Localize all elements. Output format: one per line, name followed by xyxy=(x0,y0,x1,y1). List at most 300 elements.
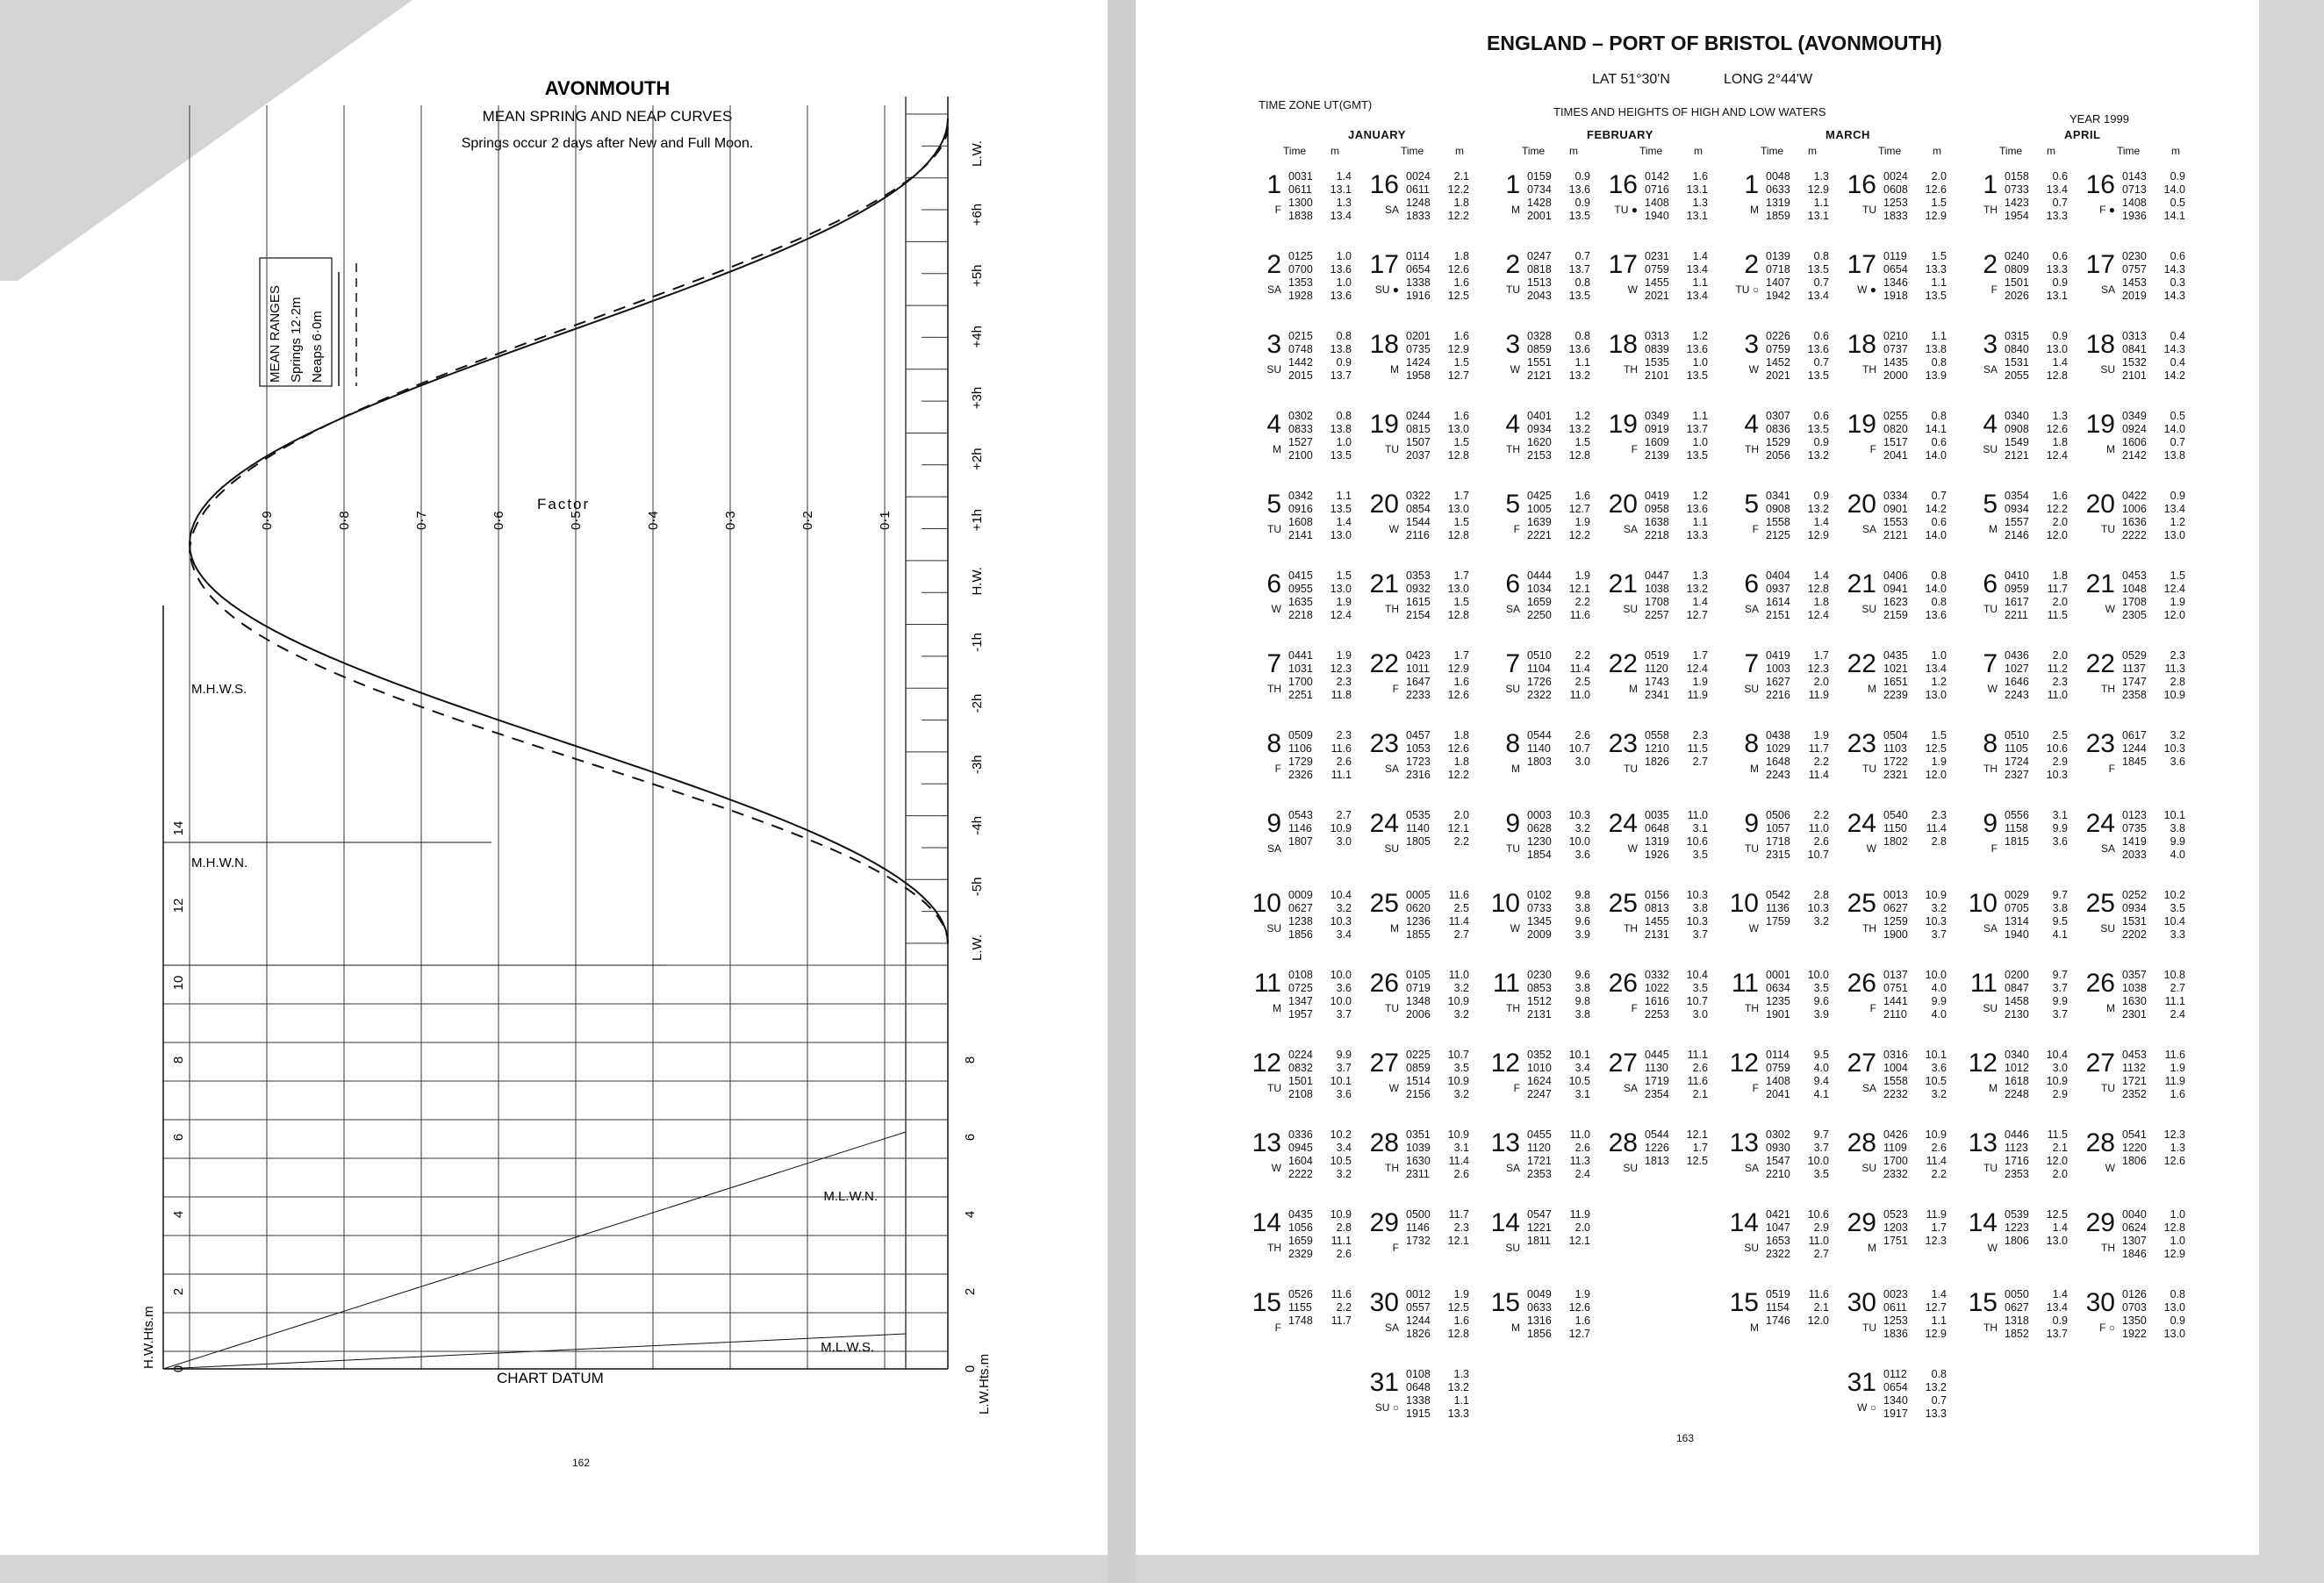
tide-height: 1.5 xyxy=(1453,356,1469,369)
day-number: 20 xyxy=(1847,490,1876,519)
tide-entry xyxy=(1883,250,1947,263)
tide-entry xyxy=(1645,835,1708,849)
hour-tick-label: +6h xyxy=(970,203,985,226)
tide-time: 2156 xyxy=(1406,1088,1431,1100)
tidal-curve-diagram xyxy=(0,0,1108,1555)
tide-height: 1.9 xyxy=(1813,729,1829,741)
tide-height: 2.4 xyxy=(1574,1168,1590,1180)
tide-time: 0419 xyxy=(1766,649,1790,662)
tide-entry xyxy=(1527,170,1590,183)
tide-height: 0.8 xyxy=(1336,330,1352,342)
tide-height: 10.3 xyxy=(1925,915,1947,928)
tide-day xyxy=(1847,248,1962,326)
day-number: 14 xyxy=(1729,1208,1759,1237)
tide-height: 14.3 xyxy=(2163,290,2185,302)
tide-time: 1746 xyxy=(1766,1314,1790,1327)
weekday: F xyxy=(1513,523,1520,535)
tide-height: 2.7 xyxy=(1813,1248,1829,1260)
tide-entry xyxy=(2122,343,2185,356)
tide-entry xyxy=(2122,1075,2185,1088)
tide-time: 0759 xyxy=(1766,343,1790,355)
tide-time: 0231 xyxy=(1645,250,1669,262)
tide-time: 0719 xyxy=(1406,982,1431,994)
tide-height: 3.2 xyxy=(1574,822,1590,834)
tide-entry xyxy=(1883,609,1947,622)
tide-time: 2131 xyxy=(1527,1008,1552,1021)
tide-height: 0.8 xyxy=(2170,1288,2185,1300)
tide-height: 1.0 xyxy=(2170,1208,2185,1221)
tide-time: 1507 xyxy=(1406,436,1431,448)
tide-entry xyxy=(1883,1168,1947,1181)
tide-entry xyxy=(2005,982,2068,995)
tide-entry xyxy=(2122,1314,2185,1328)
weekday: TH xyxy=(1983,763,1998,775)
tide-entry xyxy=(1288,928,1352,942)
tide-height: 1.6 xyxy=(1574,490,1590,502)
tide-height: 2.3 xyxy=(1931,809,1947,821)
tide-height: 0.8 xyxy=(1931,410,1947,422)
tide-entry xyxy=(1406,995,1469,1008)
tide-height: 1.6 xyxy=(1453,276,1469,289)
tide-time: 1845 xyxy=(2122,756,2147,768)
tide-height: 2.0 xyxy=(2052,649,2068,662)
weekday: W xyxy=(1510,363,1520,376)
tide-entry xyxy=(2122,756,2185,769)
tide-entry xyxy=(2005,742,2068,756)
mhws-label: M.H.W.S. xyxy=(191,682,247,697)
tide-entry xyxy=(2005,330,2068,343)
tide-height: 10.9 xyxy=(1330,1208,1352,1221)
tide-height: 12.9 xyxy=(2163,1248,2185,1260)
tide-day xyxy=(1369,1047,1485,1124)
tide-height: 13.2 xyxy=(1568,423,1590,435)
tide-time: 0759 xyxy=(1766,1062,1790,1074)
tide-entry xyxy=(1645,503,1708,516)
tide-height: 11.9 xyxy=(1926,1208,1947,1221)
tide-time: 1012 xyxy=(2005,1062,2029,1074)
tide-time: 1123 xyxy=(2005,1142,2028,1154)
tide-height: 11.4 xyxy=(1926,1155,1947,1167)
tide-height: 2.0 xyxy=(1813,676,1829,688)
weekday: M xyxy=(1989,523,1998,535)
tide-entry xyxy=(2005,1155,2068,1168)
tide-time: 0112 xyxy=(1883,1368,1907,1380)
tide-height: 3.5 xyxy=(1813,982,1829,994)
tide-time: 0526 xyxy=(1288,1288,1313,1300)
day-number: 25 xyxy=(1369,889,1399,918)
tide-entry xyxy=(1406,596,1469,609)
tide-height: 1.0 xyxy=(1692,356,1708,369)
tide-entry xyxy=(1766,729,1829,742)
tide-height: 12.4 xyxy=(1686,663,1708,675)
weekday: F xyxy=(1274,204,1281,216)
tide-day xyxy=(1968,887,2084,964)
tide-time: 1005 xyxy=(1527,503,1552,515)
weekday: M xyxy=(1989,1082,1998,1094)
tide-time: 1031 xyxy=(1288,663,1313,675)
tide-time: 1604 xyxy=(1288,1155,1313,1167)
tide-entry xyxy=(1645,849,1708,862)
tide-time: 2101 xyxy=(1645,369,1669,382)
tide-entry xyxy=(1406,769,1469,782)
day-number: 7 xyxy=(1266,649,1281,678)
tide-height: 3.8 xyxy=(2052,902,2068,914)
tide-time: 0510 xyxy=(1527,649,1552,662)
tide-height: 1.5 xyxy=(1336,569,1352,582)
tide-height: 3.5 xyxy=(1813,1168,1829,1180)
column-header: Time xyxy=(1283,145,1307,157)
tide-entry xyxy=(1527,676,1590,689)
tide-height: 14.1 xyxy=(2163,210,2185,222)
tide-time: 1236 xyxy=(1406,915,1431,928)
tide-time: 1547 xyxy=(1766,1155,1790,1167)
tide-height: 11.5 xyxy=(1687,742,1708,755)
tide-entry xyxy=(1883,263,1947,276)
tide-time: 0617 xyxy=(2122,729,2147,741)
tide-day xyxy=(1729,807,1845,885)
factor-tick-label: 0·2 xyxy=(800,511,815,530)
tide-time: 0334 xyxy=(1883,490,1908,502)
tide-time: 1719 xyxy=(1645,1075,1669,1087)
tide-height: 3.6 xyxy=(2170,756,2185,768)
tide-height: 10.0 xyxy=(1807,969,1829,981)
tide-day xyxy=(1369,168,1485,246)
weekday: SA xyxy=(1384,763,1399,775)
lw-axis-label: L.W.Hts.m xyxy=(977,1353,992,1415)
tide-entry xyxy=(1766,410,1829,423)
day-number: 8 xyxy=(1505,729,1520,758)
tide-time: 2221 xyxy=(1527,529,1552,541)
tide-entry xyxy=(2005,915,2068,928)
tide-entry xyxy=(1527,1088,1590,1101)
tide-entry xyxy=(1645,663,1708,676)
day-number: 17 xyxy=(1369,250,1399,279)
factor-tick-label: 0·7 xyxy=(414,511,429,530)
tide-time: 1915 xyxy=(1406,1408,1431,1420)
tide-time: 2341 xyxy=(1645,689,1669,701)
tide-height: 3.2 xyxy=(1453,982,1469,994)
tide-time: 0959 xyxy=(2005,583,2029,595)
tide-entry xyxy=(1527,1221,1590,1235)
tide-entry xyxy=(2122,1049,2185,1062)
tide-height: 9.5 xyxy=(1813,1049,1829,1061)
tide-height: 13.0 xyxy=(1330,529,1352,541)
tide-entry xyxy=(1288,1142,1352,1155)
tide-height: 11.6 xyxy=(1569,609,1590,621)
tide-height: 9.9 xyxy=(2052,822,2068,834)
tide-entry xyxy=(2005,1008,2068,1021)
day-number: 11 xyxy=(1969,969,1998,998)
tide-height: 10.2 xyxy=(2163,889,2185,901)
tide-time: 0040 xyxy=(2122,1208,2147,1221)
page-number-162: 162 xyxy=(572,1457,591,1469)
tide-time: 1453 xyxy=(2122,276,2147,289)
tide-entry xyxy=(1645,356,1708,369)
tide-time: 0735 xyxy=(1406,343,1431,355)
tide-time: 0556 xyxy=(2005,809,2029,821)
weekday: SA xyxy=(1623,523,1638,535)
tide-height: 11.3 xyxy=(1569,1155,1590,1167)
tide-day xyxy=(1608,1127,1724,1204)
weekday: F xyxy=(2108,763,2115,775)
tide-entry xyxy=(2122,170,2185,183)
tide-entry xyxy=(1766,676,1829,689)
tide-entry xyxy=(1288,1235,1352,1248)
tide-time: 0438 xyxy=(1766,729,1790,741)
tide-time: 1724 xyxy=(2005,756,2029,768)
tide-time: 0833 xyxy=(1288,423,1313,435)
weekday: SU xyxy=(1266,363,1281,376)
tide-time: 1340 xyxy=(1883,1394,1908,1407)
tide-height: 11.1 xyxy=(1331,769,1352,781)
tide-height: 10.3 xyxy=(2163,742,2185,755)
tide-entry xyxy=(1527,609,1590,622)
tide-entry xyxy=(1527,1208,1590,1221)
tide-time: 0201 xyxy=(1406,330,1431,342)
tide-time: 1630 xyxy=(2122,995,2147,1007)
tide-time: 2218 xyxy=(1645,529,1669,541)
day-number: 2 xyxy=(1266,250,1281,279)
tide-day xyxy=(1490,328,1606,405)
tide-height: 13.6 xyxy=(1330,290,1352,302)
tide-time: 1651 xyxy=(1883,676,1908,688)
tide-entry xyxy=(2122,490,2185,503)
tide-entry xyxy=(1527,689,1590,702)
tide-time: 2311 xyxy=(1406,1168,1430,1180)
tide-height: 3.0 xyxy=(2052,1062,2068,1074)
tide-time: 0839 xyxy=(1645,343,1669,355)
tide-height: 1.7 xyxy=(1931,1221,1947,1234)
tide-entry xyxy=(1766,663,1829,676)
tide-height: 3.2 xyxy=(1453,1088,1469,1100)
tide-day xyxy=(1729,1286,1845,1364)
tide-entry xyxy=(1645,928,1708,942)
tide-time: 1721 xyxy=(1527,1155,1552,1167)
tide-height: 1.9 xyxy=(1574,516,1590,528)
tide-day xyxy=(1847,1366,1962,1443)
tide-time: 0123 xyxy=(2122,809,2147,821)
tide-time: 1338 xyxy=(1406,276,1431,289)
day-number: 24 xyxy=(2085,809,2115,838)
tide-height: 12.9 xyxy=(1925,210,1947,222)
tide-day xyxy=(2085,488,2201,565)
hw-height-tick: 12 xyxy=(171,898,186,913)
tide-height: 3.9 xyxy=(1813,1008,1829,1021)
tide-time: 2315 xyxy=(1766,849,1790,861)
weekday: SA xyxy=(2100,283,2115,296)
tide-entry xyxy=(1766,835,1829,849)
tide-entry xyxy=(1645,756,1708,769)
tide-day xyxy=(2085,648,2201,725)
tide-time: 2000 xyxy=(1883,369,1908,382)
tide-time: 0200 xyxy=(2005,969,2029,981)
tide-height: 13.8 xyxy=(2163,449,2185,462)
tide-time: 2301 xyxy=(2122,1008,2147,1021)
tide-day xyxy=(2085,1207,2201,1284)
tide-entry xyxy=(2122,1288,2185,1301)
tide-height: 12.1 xyxy=(1568,583,1590,595)
tide-entry xyxy=(1766,276,1829,290)
tide-height: 13.2 xyxy=(1807,503,1829,515)
weekday: SU xyxy=(1744,683,1759,695)
weekday: M xyxy=(1390,922,1399,935)
tide-entry xyxy=(1766,1062,1829,1075)
tide-entry xyxy=(1766,742,1829,756)
tide-height: 11.9 xyxy=(1687,689,1708,701)
tide-time: 0506 xyxy=(1766,809,1790,821)
weekday: TU xyxy=(1983,603,1998,615)
tide-entry xyxy=(2005,1049,2068,1062)
tide-time: 0908 xyxy=(1766,503,1790,515)
tide-height: 2.8 xyxy=(2170,676,2185,688)
tide-height: 13.6 xyxy=(1330,263,1352,276)
tide-time: 1513 xyxy=(1527,276,1552,289)
tide-entry xyxy=(2005,503,2068,516)
tide-time: 0504 xyxy=(1883,729,1908,741)
tide-entry xyxy=(1406,356,1469,369)
tide-entry xyxy=(1645,1049,1708,1062)
tide-entry xyxy=(2122,809,2185,822)
neaps-range: Neaps 6·0m xyxy=(310,311,325,383)
day-number: 3 xyxy=(1983,330,1998,359)
tide-entry xyxy=(2005,250,2068,263)
tide-time: 0001 xyxy=(1766,969,1790,981)
tide-day xyxy=(1252,568,1367,645)
tide-time: 2243 xyxy=(2005,689,2029,701)
tide-time: 1759 xyxy=(1766,915,1790,928)
tide-height: 0.7 xyxy=(1813,276,1829,289)
weekday: SU ○ xyxy=(1374,1401,1399,1414)
tide-time: 1616 xyxy=(1645,995,1669,1007)
tide-height: 10.6 xyxy=(1807,1208,1829,1221)
tide-time: 0050 xyxy=(2005,1288,2029,1300)
tide-entry xyxy=(1406,689,1469,702)
tide-height: 1.2 xyxy=(1692,490,1708,502)
tide-entry xyxy=(1288,1221,1352,1235)
tide-time: 1338 xyxy=(1406,1394,1431,1407)
tide-height: 1.8 xyxy=(2052,569,2068,582)
tide-entry xyxy=(1527,1314,1590,1328)
tide-time: 2353 xyxy=(1527,1168,1552,1180)
tide-entry xyxy=(2005,649,2068,663)
factor-tick-label: 0·3 xyxy=(723,511,738,530)
tide-time: 0919 xyxy=(1645,423,1669,435)
tide-time: 1917 xyxy=(1883,1408,1908,1420)
tide-time: 1048 xyxy=(2122,583,2147,595)
tide-time: 1348 xyxy=(1406,995,1431,1007)
tide-height: 9.8 xyxy=(1574,889,1590,901)
tide-day xyxy=(1369,408,1485,485)
tide-entry xyxy=(1288,1288,1352,1301)
weekday: SA xyxy=(1266,283,1281,296)
tide-height: 11.5 xyxy=(2047,609,2068,621)
tide-entry xyxy=(2005,769,2068,782)
lw-height-tick: 4 xyxy=(963,1210,978,1219)
tide-entry xyxy=(1766,1235,1829,1248)
tide-time: 0137 xyxy=(1883,969,1908,981)
tide-time: 1532 xyxy=(2122,356,2147,369)
day-number: 26 xyxy=(2085,969,2115,998)
hour-tick-label: -5h xyxy=(970,877,985,897)
weekday: F xyxy=(1752,1082,1759,1094)
tide-entry xyxy=(2122,250,2185,263)
tide-height: 0.6 xyxy=(1931,516,1947,528)
tide-entry xyxy=(1766,503,1829,516)
tide-time: 0757 xyxy=(2122,263,2147,276)
tide-time: 1353 xyxy=(1288,276,1313,289)
tide-day xyxy=(1847,727,1962,805)
tide-time: 0351 xyxy=(1406,1128,1431,1141)
tide-time: 1319 xyxy=(1645,835,1669,848)
tide-height: 2.2 xyxy=(1336,1301,1352,1314)
day-number: 11 xyxy=(1253,969,1281,998)
tide-time: 2009 xyxy=(1527,928,1552,941)
tide-height: 13.6 xyxy=(1568,183,1590,196)
weekday: F xyxy=(1392,1242,1399,1254)
tide-height: 11.6 xyxy=(1448,889,1469,901)
tide-time: 1838 xyxy=(1288,210,1313,222)
tide-height: 2.9 xyxy=(1813,1221,1829,1234)
tide-height: 13.4 xyxy=(2046,1301,2068,1314)
tide-time: 0336 xyxy=(1288,1128,1313,1141)
range-line xyxy=(163,1132,906,1369)
tide-entry xyxy=(1406,1168,1469,1181)
tide-height: 10.5 xyxy=(1568,1075,1590,1087)
hour-tick-label: H.W. xyxy=(970,567,985,596)
tide-height: 2.7 xyxy=(1453,928,1469,941)
tide-height: 1.1 xyxy=(1336,490,1352,502)
tide-height: 12.0 xyxy=(2046,529,2068,541)
tide-height: 10.3 xyxy=(1330,915,1352,928)
tide-height: 0.8 xyxy=(1574,276,1590,289)
tide-time: 0542 xyxy=(1766,889,1790,901)
day-number: 29 xyxy=(2085,1208,2115,1237)
tide-entry xyxy=(1766,1088,1829,1101)
tide-time: 0102 xyxy=(1527,889,1552,901)
tide-time: 0854 xyxy=(1406,503,1431,515)
tide-height: 0.9 xyxy=(1574,197,1590,209)
tide-height: 13.6 xyxy=(1686,503,1708,515)
tide-time: 0457 xyxy=(1406,729,1431,741)
tide-height: 1.9 xyxy=(1336,596,1352,608)
tide-time: 1408 xyxy=(1645,197,1669,209)
tide-entry xyxy=(1883,676,1947,689)
tide-height: 2.5 xyxy=(2052,729,2068,741)
tide-height: 11.6 xyxy=(1687,1075,1708,1087)
tide-entry xyxy=(1288,915,1352,928)
tide-entry xyxy=(1766,583,1829,596)
factor-tick-label: 0·9 xyxy=(260,511,275,530)
tide-time: 1345 xyxy=(1527,915,1552,928)
tide-height: 0.8 xyxy=(1574,330,1590,342)
tide-entry xyxy=(1527,729,1590,742)
tide-entry xyxy=(2005,889,2068,902)
weekday: SU xyxy=(1744,1242,1759,1254)
tide-time: 0247 xyxy=(1527,250,1552,262)
tide-entry xyxy=(1527,210,1590,223)
tide-time: 1802 xyxy=(1883,835,1908,848)
tide-height: 10.8 xyxy=(2163,969,2185,981)
tide-time: 0859 xyxy=(1527,343,1552,355)
tide-height: 1.7 xyxy=(1813,649,1829,662)
day-number: 6 xyxy=(1505,569,1520,598)
day-number: 17 xyxy=(1608,250,1638,279)
tide-entry xyxy=(1406,928,1469,942)
tide-entry xyxy=(2005,449,2068,462)
tide-entry xyxy=(1288,982,1352,995)
tide-entry xyxy=(2122,663,2185,676)
tide-time: 1940 xyxy=(1645,210,1669,222)
